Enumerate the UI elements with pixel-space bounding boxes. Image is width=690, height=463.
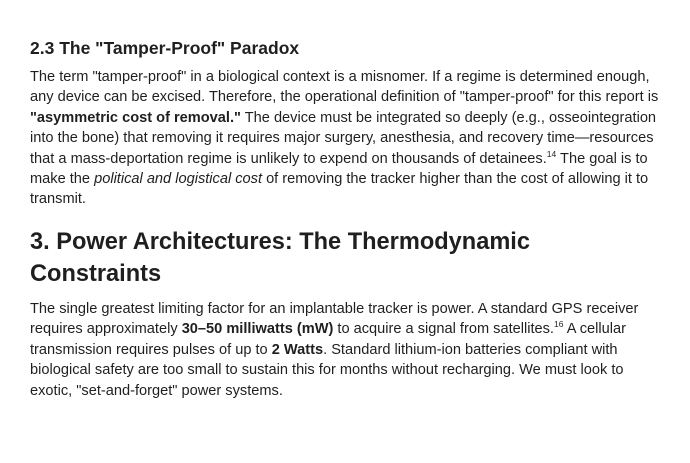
paragraph-text: to acquire a signal from satellites. [333, 321, 554, 338]
paragraph-text: The goal is to make the [30, 150, 648, 188]
paragraph-text: The device must be integrated so deeply (e.g., osseointegration into the bone) that removing it requires major surgery, anesthesia, and recovery time—resources that a mass-deportation regime is unlikely to expend on thousands of detainees. [30, 109, 657, 167]
paragraph-power [30, 299, 662, 401]
bold-value-milliwatts: 30–50 milliwatts (mW) [181, 321, 334, 338]
footnote-ref-14[interactable]: 14 [546, 148, 557, 159]
paragraph-text: A cellular transmission requires pulses of up to [30, 321, 626, 358]
section-heading-power-architectures: 3. Power Architectures: The Thermodynamic Constraints [30, 229, 530, 287]
italic-phrase: political and logistical cost [94, 171, 263, 188]
paragraph-text: . Standard lithium-ion batteries compliant with biological safety are too small to sustain this for months without recharging. We must look to exotic, "set-and-forget" power systems. [30, 341, 624, 399]
paragraph-text: The term "tamper-proof" in a biological context is a misnomer. If a regime is determined enough, any device can be excised. Therefore, the operational definition of "tamper-proof" for this report is [30, 69, 659, 106]
paragraph-tamper-proof [30, 67, 662, 210]
bold-value-watts: 2 Watts [271, 341, 324, 358]
paragraph-text: of removing the tracker higher than the cost of allowing it to transmit. [30, 171, 649, 208]
bold-term-asymmetric-cost: "asymmetric cost of removal." [30, 109, 241, 126]
paragraph-text: The single greatest limiting factor for an implantable tracker is power. A standard GPS receiver requires approximately [30, 301, 639, 338]
section-heading-tamper-proof: 2.3 The "Tamper-Proof" Paradox [30, 38, 300, 58]
footnote-ref-16[interactable]: 16 [554, 319, 564, 330]
